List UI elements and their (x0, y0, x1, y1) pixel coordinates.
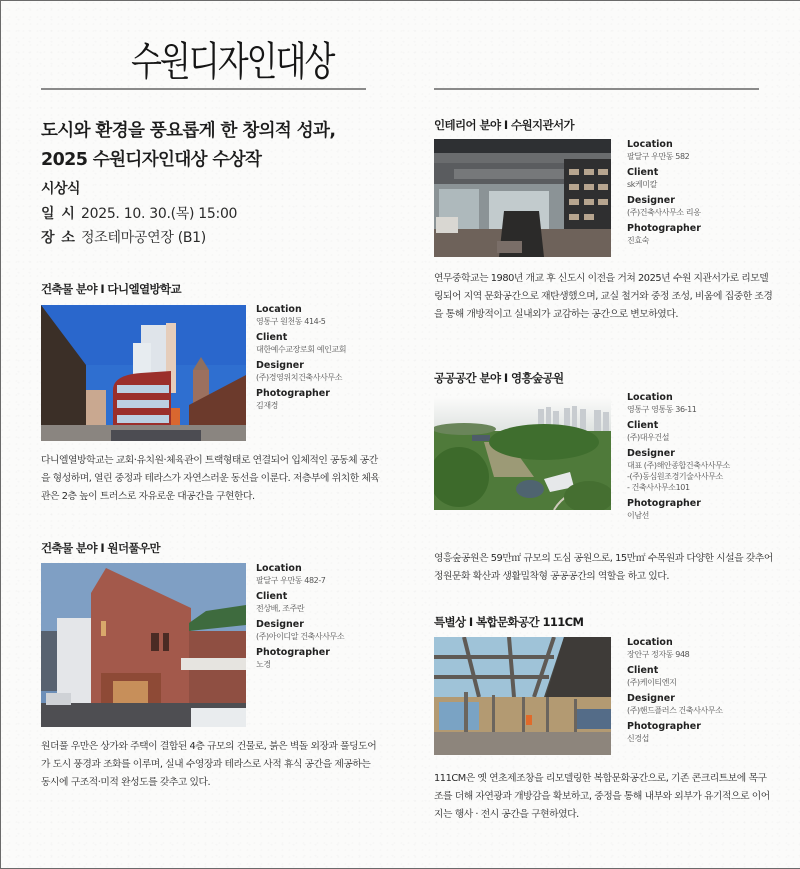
designer-value-3: - 건축사사무소101 (627, 483, 690, 492)
photographer-value: 김재경 (256, 401, 278, 410)
park-photo-aerial (434, 397, 611, 510)
designer-label: Designer (627, 195, 675, 206)
location-label: Location (627, 392, 673, 403)
client-label: Client (627, 167, 659, 178)
award-title: 건축물 분야 I 원더풀우만 (41, 541, 160, 555)
designer-label: Designer (627, 448, 675, 459)
park-photo-illustration (434, 397, 611, 510)
client-value: 대한예수교장로회 예인교회 (256, 345, 347, 354)
special-photo-111cm (434, 637, 611, 755)
date-label: 일 시 (41, 206, 76, 222)
school-photo-illustration (41, 305, 246, 441)
award-meta (627, 637, 723, 744)
client-label: Client (627, 420, 659, 431)
award-meta (256, 563, 344, 670)
client-value: 전상배, 조주란 (256, 604, 305, 613)
award-title: 특별상 I 복합문화공간 111CM (434, 615, 584, 629)
client-label: Client (256, 591, 288, 602)
award-title: 인테리어 분야 I 수원지관서가 (434, 118, 574, 132)
brick-house-photo-illustration (41, 563, 246, 727)
photographer-label: Photographer (256, 647, 330, 658)
client-value: (주)대우건설 (627, 433, 670, 442)
designer-value-2: -(주)동심원조경기술사사무소 (627, 472, 723, 481)
location-value: 장안구 정자동 948 (627, 650, 690, 659)
headline-line-2: 2025 수원디자인대상 수상작 (41, 150, 262, 170)
divider-right (434, 88, 759, 90)
award-description: 다니엘열방학교는 교회·유치원·체육관이 트랙형태로 연결되어 입체적인 공동체 공간을 형성하며, 열린 중정과 테라스가 자연스러운 동선을 이룬다. 저층부에 위치한 체육관은 2층 높이 트러스로 자유로운 대공간을 구현한다. (41, 455, 380, 503)
location-label: Location (627, 637, 673, 648)
photographer-label: Photographer (627, 498, 701, 509)
location-label: Location (256, 304, 302, 315)
designer-value: (주)경영위치건축사사무소 (256, 373, 343, 382)
ceremony-place-row (41, 227, 206, 247)
client-value: (주)케이티엔지 (627, 678, 677, 687)
client-label: Client (627, 665, 659, 676)
headline-line-1: 도시와 환경을 풍요롭게 한 창의적 성과, (41, 121, 336, 141)
divider-left (41, 88, 366, 90)
headline (41, 117, 335, 175)
designer-value: (주)핸드플러스 건축사사무소 (627, 706, 723, 715)
building-photo-school (41, 305, 246, 441)
library-photo-illustration (434, 139, 611, 257)
ceremony-title: 시상식 (41, 181, 81, 197)
date-value: 2025. 10. 30.(목) 15:00 (81, 206, 238, 222)
designer-label: Designer (256, 360, 304, 371)
logo-title: 수원디자인대상 (131, 37, 334, 85)
award-description: 영흥숲공원은 59만㎡ 규모의 도심 공원으로, 15만㎡ 수목원과 다양한 시설을 갖추어 정원문화 확산과 생활밀착형 공공공간의 역할을 하고 있다. (434, 553, 773, 583)
place-label: 장 소 (41, 230, 76, 246)
photographer-label: Photographer (627, 223, 701, 234)
designer-value: (주)건축사사무소 리옹 (627, 208, 701, 217)
location-value: 팔달구 우만동 582 (627, 152, 690, 161)
photographer-value: 이남선 (627, 511, 649, 520)
photographer-label: Photographer (256, 388, 330, 399)
award-description: 111CM은 옛 연초제조창을 리모델링한 복합문화공간으로, 기존 콘크리트보에 목구조를 더해 자연광과 개방감을 확보하고, 중정을 통해 내부와 외부가 유기적으로 이어지는 행사 · 전시 공간을 구현하였다. (434, 773, 770, 821)
ceremony-date-row (41, 203, 237, 223)
photographer-value: 신경섭 (627, 734, 649, 743)
hall-photo-illustration (434, 637, 611, 755)
award-description: 연무중학교는 1980년 개교 후 신도시 이전을 거쳐 2025년 수원 지관서가로 리모델링되어 지역 문화공간으로 재탄생했으며, 교실 철거와 중정 조성, 비움에 집중한 조경을 통해 개방적이고 실내외가 교감하는 공간으로 변모하였다. (434, 273, 773, 321)
designer-value: (주)아이디알 건축사사무소 (256, 632, 345, 641)
award-meta (256, 304, 346, 411)
photographer-value: 진효숙 (627, 236, 649, 245)
location-value: 팔달구 우만동 482-7 (256, 576, 326, 585)
award-title: 건축물 분야 I 다니엘열방학교 (41, 282, 181, 296)
award-title: 공공공간 분야 I 영흥숲공원 (434, 371, 564, 385)
award-meta (627, 139, 701, 246)
location-label: Location (627, 139, 673, 150)
photographer-label: Photographer (627, 721, 701, 732)
award-description: 원더풀 우만은 상가와 주택이 결합된 4층 규모의 건물로, 붉은 벽돌 외장과 풀딩도어가 도시 풍경과 조화를 이루며, 실내 수영장과 테라스로 사적 휴식 공간을 제공하는 동시에 구조적·미적 완성도를 갖추고 있다. (41, 741, 377, 789)
client-label: Client (256, 332, 288, 343)
designer-label: Designer (627, 693, 675, 704)
designer-label: Designer (256, 619, 304, 630)
designer-value-1: 대표 (주)해안종합건축사사무소 (627, 461, 730, 470)
interior-photo-library (434, 139, 611, 257)
award-meta (627, 392, 730, 521)
building-photo-brick-house (41, 563, 246, 727)
client-value: sk케미칼 (627, 180, 657, 189)
location-value: 영통구 원천동 414-5 (256, 317, 326, 326)
location-label: Location (256, 563, 302, 574)
photographer-value: 노경 (256, 660, 271, 669)
place-value: 정조테마공연장 (B1) (81, 230, 206, 246)
location-value: 영통구 영통동 36-11 (627, 405, 697, 414)
